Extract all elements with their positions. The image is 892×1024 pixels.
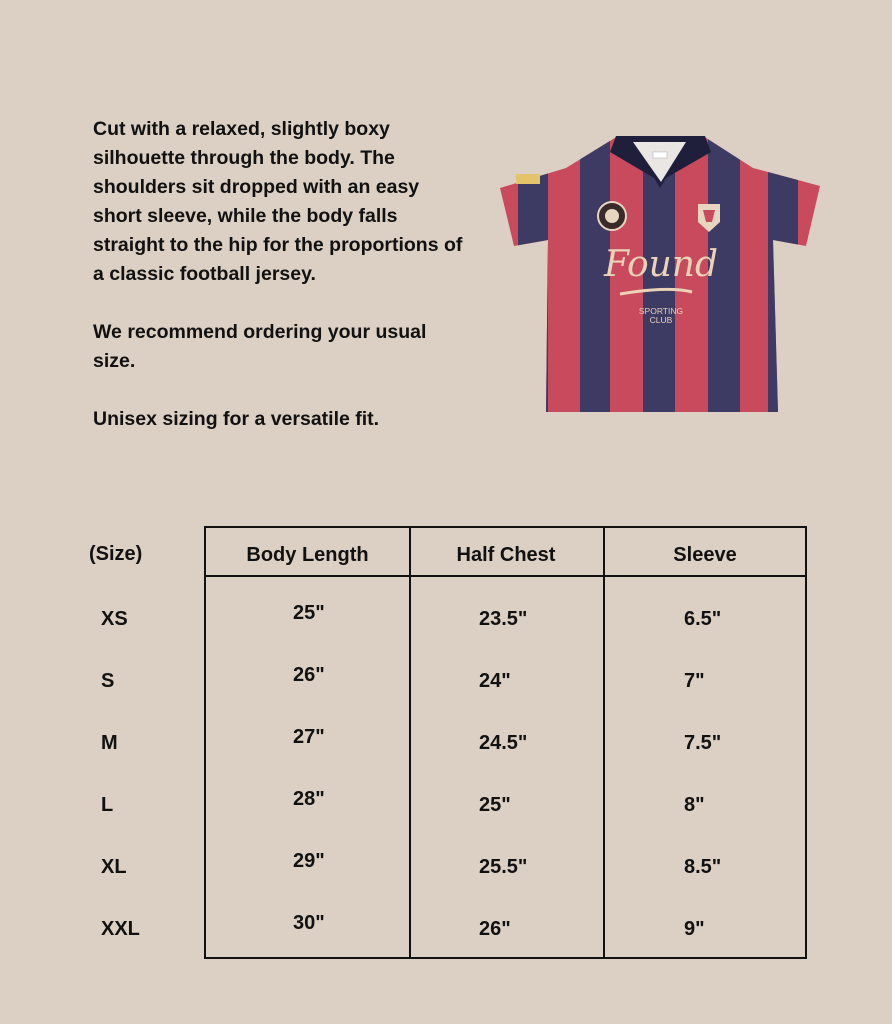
body-length-cell: 28" (293, 788, 325, 810)
size-column-header: (Size) (89, 543, 143, 565)
size-recommendation: We recommend ordering your usual size. (93, 321, 427, 372)
sleeve-cell: 8" (684, 794, 705, 816)
half-chest-cell: 24.5" (479, 732, 528, 754)
row-size: M (101, 732, 118, 754)
sleeve-cell: 7" (684, 670, 705, 692)
jersey-sub-text-1: SPORTING (638, 306, 684, 316)
row-size: XL (101, 856, 127, 878)
unisex-note: Unisex sizing for a versatile fit. (93, 408, 380, 430)
body-length-cell: 27" (293, 726, 325, 748)
jersey-brand-text: Found (603, 244, 719, 285)
body-length-cell: 25" (293, 602, 325, 624)
half-chest-cell: 25" (479, 794, 511, 816)
body-length-cell: 30" (293, 912, 325, 934)
half-chest-cell: 23.5" (479, 608, 528, 630)
fit-description (93, 115, 473, 434)
body-length-cell: 26" (293, 664, 325, 686)
sleeve-cell: 9" (684, 918, 705, 940)
jersey-image (498, 128, 823, 416)
half-chest-cell: 25.5" (479, 856, 528, 878)
row-size: S (101, 670, 115, 692)
header-body-length: Body Length (246, 544, 369, 566)
header-half-chest: Half Chest (456, 544, 556, 566)
body-length-cell: 29" (293, 850, 325, 872)
header-sleeve: Sleeve (673, 544, 737, 566)
half-chest-cell: 24" (479, 670, 511, 692)
row-size: XS (101, 608, 128, 630)
sleeve-cell: 6.5" (684, 608, 722, 630)
jersey-sub-text-2: CLUB (649, 315, 673, 325)
row-size: L (101, 794, 114, 816)
fit-paragraph: Cut with a relaxed, slightly boxy silhouette through the body. The shoulders sit dropped with an easy short sleeve, while the body falls straight to the hip for the proportions of a classic football jersey. (93, 118, 463, 285)
half-chest-cell: 26" (479, 918, 511, 940)
sleeve-cell: 8.5" (684, 856, 722, 878)
sleeve-cell: 7.5" (684, 732, 722, 754)
row-size: XXL (101, 918, 140, 940)
